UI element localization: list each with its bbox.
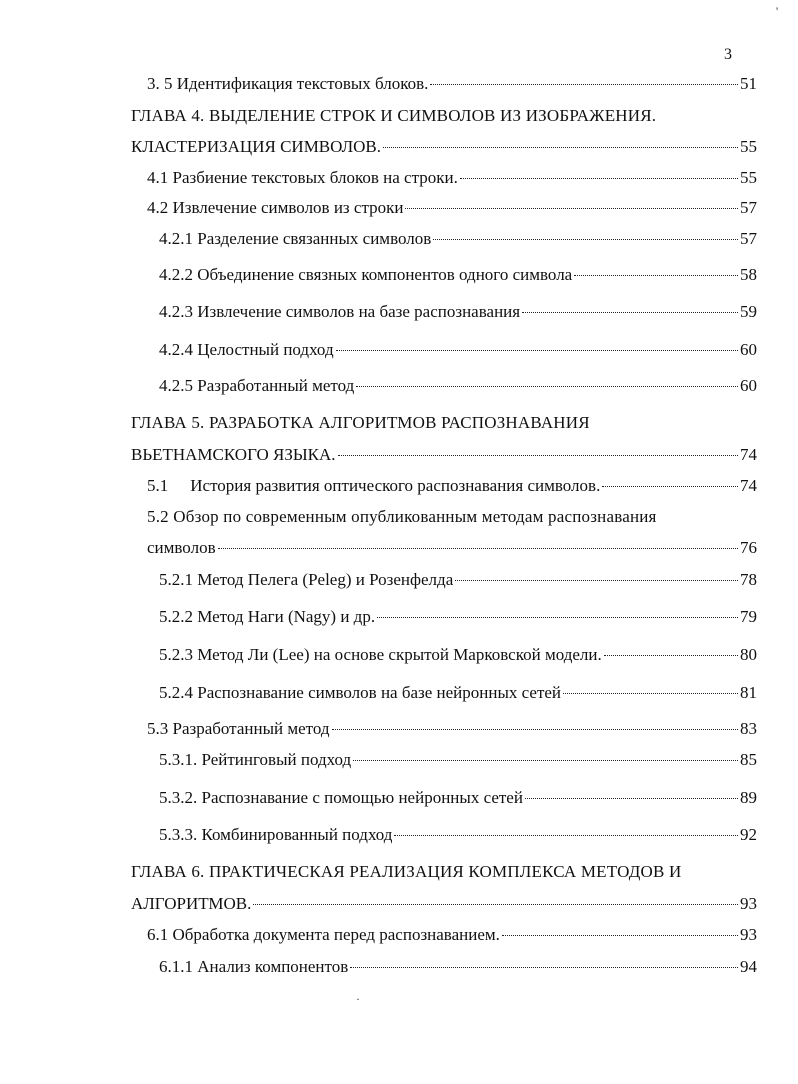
toc-entry-title: 4.2.1 Разделение связанных символов	[159, 229, 432, 248]
dot-leader	[336, 350, 738, 351]
toc-entry-title: 5.2.3 Метод Ли (Lee) на основе скрытой Марковской модели.	[159, 645, 602, 664]
toc-entry-title: 5.3.1. Рейтинговый подход	[159, 750, 352, 769]
toc-entry-title: 5.3.2. Распознавание с помощью нейронных сетей	[159, 788, 523, 807]
toc-entry-page: 60	[740, 340, 757, 359]
toc-entry-5-2-4	[159, 683, 757, 703]
dot-leader	[602, 486, 738, 487]
chapter-6-title-line1: ГЛАВА 6. ПРАКТИЧЕСКАЯ РЕАЛИЗАЦИЯ КОМПЛЕКСА МЕТОДОВ И	[131, 862, 682, 881]
toc-entry-page: 58	[740, 265, 757, 284]
dot-leader	[430, 84, 738, 85]
toc-entry-page: 81	[740, 683, 757, 702]
toc-entry-page: 51	[740, 74, 757, 93]
toc-entry-page: 55	[740, 137, 757, 156]
dot-leader	[353, 760, 738, 761]
dot-leader	[338, 455, 738, 456]
toc-entry-title: 5.2.4 Распознавание символов на базе нейронных сетей	[159, 683, 562, 702]
dot-leader	[525, 798, 738, 799]
scan-speck: '	[776, 4, 779, 18]
toc-chapter-5	[131, 445, 757, 465]
toc-entry-page: 78	[740, 570, 757, 589]
dot-leader	[460, 178, 738, 179]
dot-leader	[218, 548, 738, 549]
toc-entry-page: 60	[740, 376, 757, 395]
toc-entry-title: 4.2.2 Объединение связных компонентов одного символа	[159, 265, 573, 284]
toc-entry-6-1-1	[159, 957, 757, 977]
toc-entry-page: 93	[740, 894, 757, 913]
toc-entry-title: История развития оптического распознавания символов.	[190, 476, 601, 495]
toc-entry-5-2	[147, 538, 757, 558]
dot-leader	[433, 239, 738, 240]
toc-entry-page: 74	[740, 445, 757, 464]
toc-entry-title: 5.2.2 Метод Наги (Nagy) и др.	[159, 607, 376, 626]
toc-entry-5-3	[147, 719, 757, 739]
dot-leader	[455, 580, 738, 581]
toc-entry-page: 57	[740, 229, 757, 248]
toc-entry-3-5	[147, 74, 757, 94]
toc-entry-title: 6.1.1 Анализ компонентов	[159, 957, 349, 976]
toc-entry-5-3-2	[159, 788, 757, 808]
toc-entry-5-2-line1: 5.2 Обзор по современным опубликованным методам распознавания	[147, 507, 657, 526]
toc-entry-page: 83	[740, 719, 757, 738]
toc-entry-page: 92	[740, 825, 757, 844]
chapter-5-title-line2: ВЬЕТНАМСКОГО ЯЗЫКА.	[131, 445, 336, 464]
toc-entry-page: 93	[740, 925, 757, 944]
chapter-5-title-line1: ГЛАВА 5. РАЗРАБОТКА АЛГОРИТМОВ РАСПОЗНАВАНИЯ	[131, 413, 590, 432]
toc-entry-5-2-2	[159, 607, 757, 627]
dot-leader	[253, 904, 738, 905]
dot-leader	[604, 655, 738, 656]
toc-entry-page: 85	[740, 750, 757, 769]
page-number: 3	[724, 46, 732, 63]
toc-entry-page: 55	[740, 168, 757, 187]
toc-entry-title: 5.2.1 Метод Пелега (Peleg) и Розенфелда	[159, 570, 454, 589]
toc-entry-4-2-2	[159, 265, 757, 285]
toc-entry-page: 74	[740, 476, 757, 495]
toc-entry-6-1	[147, 925, 757, 945]
toc-entry-page: 80	[740, 645, 757, 664]
toc-entry-5-3-1	[159, 750, 757, 770]
dot-leader	[377, 617, 738, 618]
toc-entry-title: 3. 5 Идентификация текстовых блоков.	[147, 74, 429, 93]
toc-entry-title: 4.1 Разбиение текстовых блоков на строки.	[147, 168, 458, 187]
toc-entry-4-2-3	[159, 302, 757, 322]
dot-leader	[502, 935, 738, 936]
toc-entry-page: 59	[740, 302, 757, 321]
chapter-4-title-line2: КЛАСТЕРИЗАЦИЯ СИМВОЛОВ.	[131, 137, 381, 156]
toc-entry-4-2-5	[159, 376, 757, 396]
toc-entry-page: 57	[740, 198, 757, 217]
toc-entry-title: 4.2.5 Разработанный метод	[159, 376, 355, 395]
toc-entry-5-1	[147, 476, 757, 496]
dot-leader	[522, 312, 738, 313]
toc-entry-4-2-4	[159, 340, 757, 360]
toc-entry-5-2-1	[159, 570, 757, 590]
toc-chapter-6	[131, 894, 757, 914]
dot-leader	[350, 967, 738, 968]
toc-entry-title: 4.2.4 Целостный подход	[159, 340, 334, 359]
toc-entry-title: символов	[147, 538, 216, 557]
toc-entry-4-2-1	[159, 229, 757, 249]
toc-entry-title: 4.2 Извлечение символов из строки	[147, 198, 404, 217]
toc-entry-number: 5.1	[147, 476, 169, 495]
chapter-6-title-line2: АЛГОРИТМОВ.	[131, 894, 252, 913]
toc-entry-page: 94	[740, 957, 757, 976]
toc-entry-5-3-3	[159, 825, 757, 845]
dot-leader	[356, 386, 738, 387]
toc-entry-5-2-3	[159, 645, 757, 665]
toc-entry-title: 4.2.3 Извлечение символов на базе распознавания	[159, 302, 521, 321]
toc-entry-page: 76	[740, 538, 757, 557]
dot-leader	[394, 835, 738, 836]
chapter-4-title-line1: ГЛАВА 4. ВЫДЕЛЕНИЕ СТРОК И СИМВОЛОВ ИЗ ИЗОБРАЖЕНИЯ.	[131, 106, 657, 125]
dot-leader	[332, 729, 738, 730]
toc-entry-4-2	[147, 198, 757, 218]
dot-leader	[383, 147, 738, 148]
toc-entry-title: 5.3.3. Комбинированный подход	[159, 825, 393, 844]
dot-leader	[405, 208, 738, 209]
toc-entry-page: 79	[740, 607, 757, 626]
toc-entry-page: 89	[740, 788, 757, 807]
dot-leader	[574, 275, 738, 276]
dot-leader	[563, 693, 738, 694]
toc-entry-4-1	[147, 168, 757, 188]
toc-entry-title: 5.3 Разработанный метод	[147, 719, 330, 738]
toc-chapter-4	[131, 137, 757, 157]
scan-speck: ·	[356, 992, 360, 1006]
toc-entry-title: 6.1 Обработка документа перед распознаванием.	[147, 925, 500, 944]
